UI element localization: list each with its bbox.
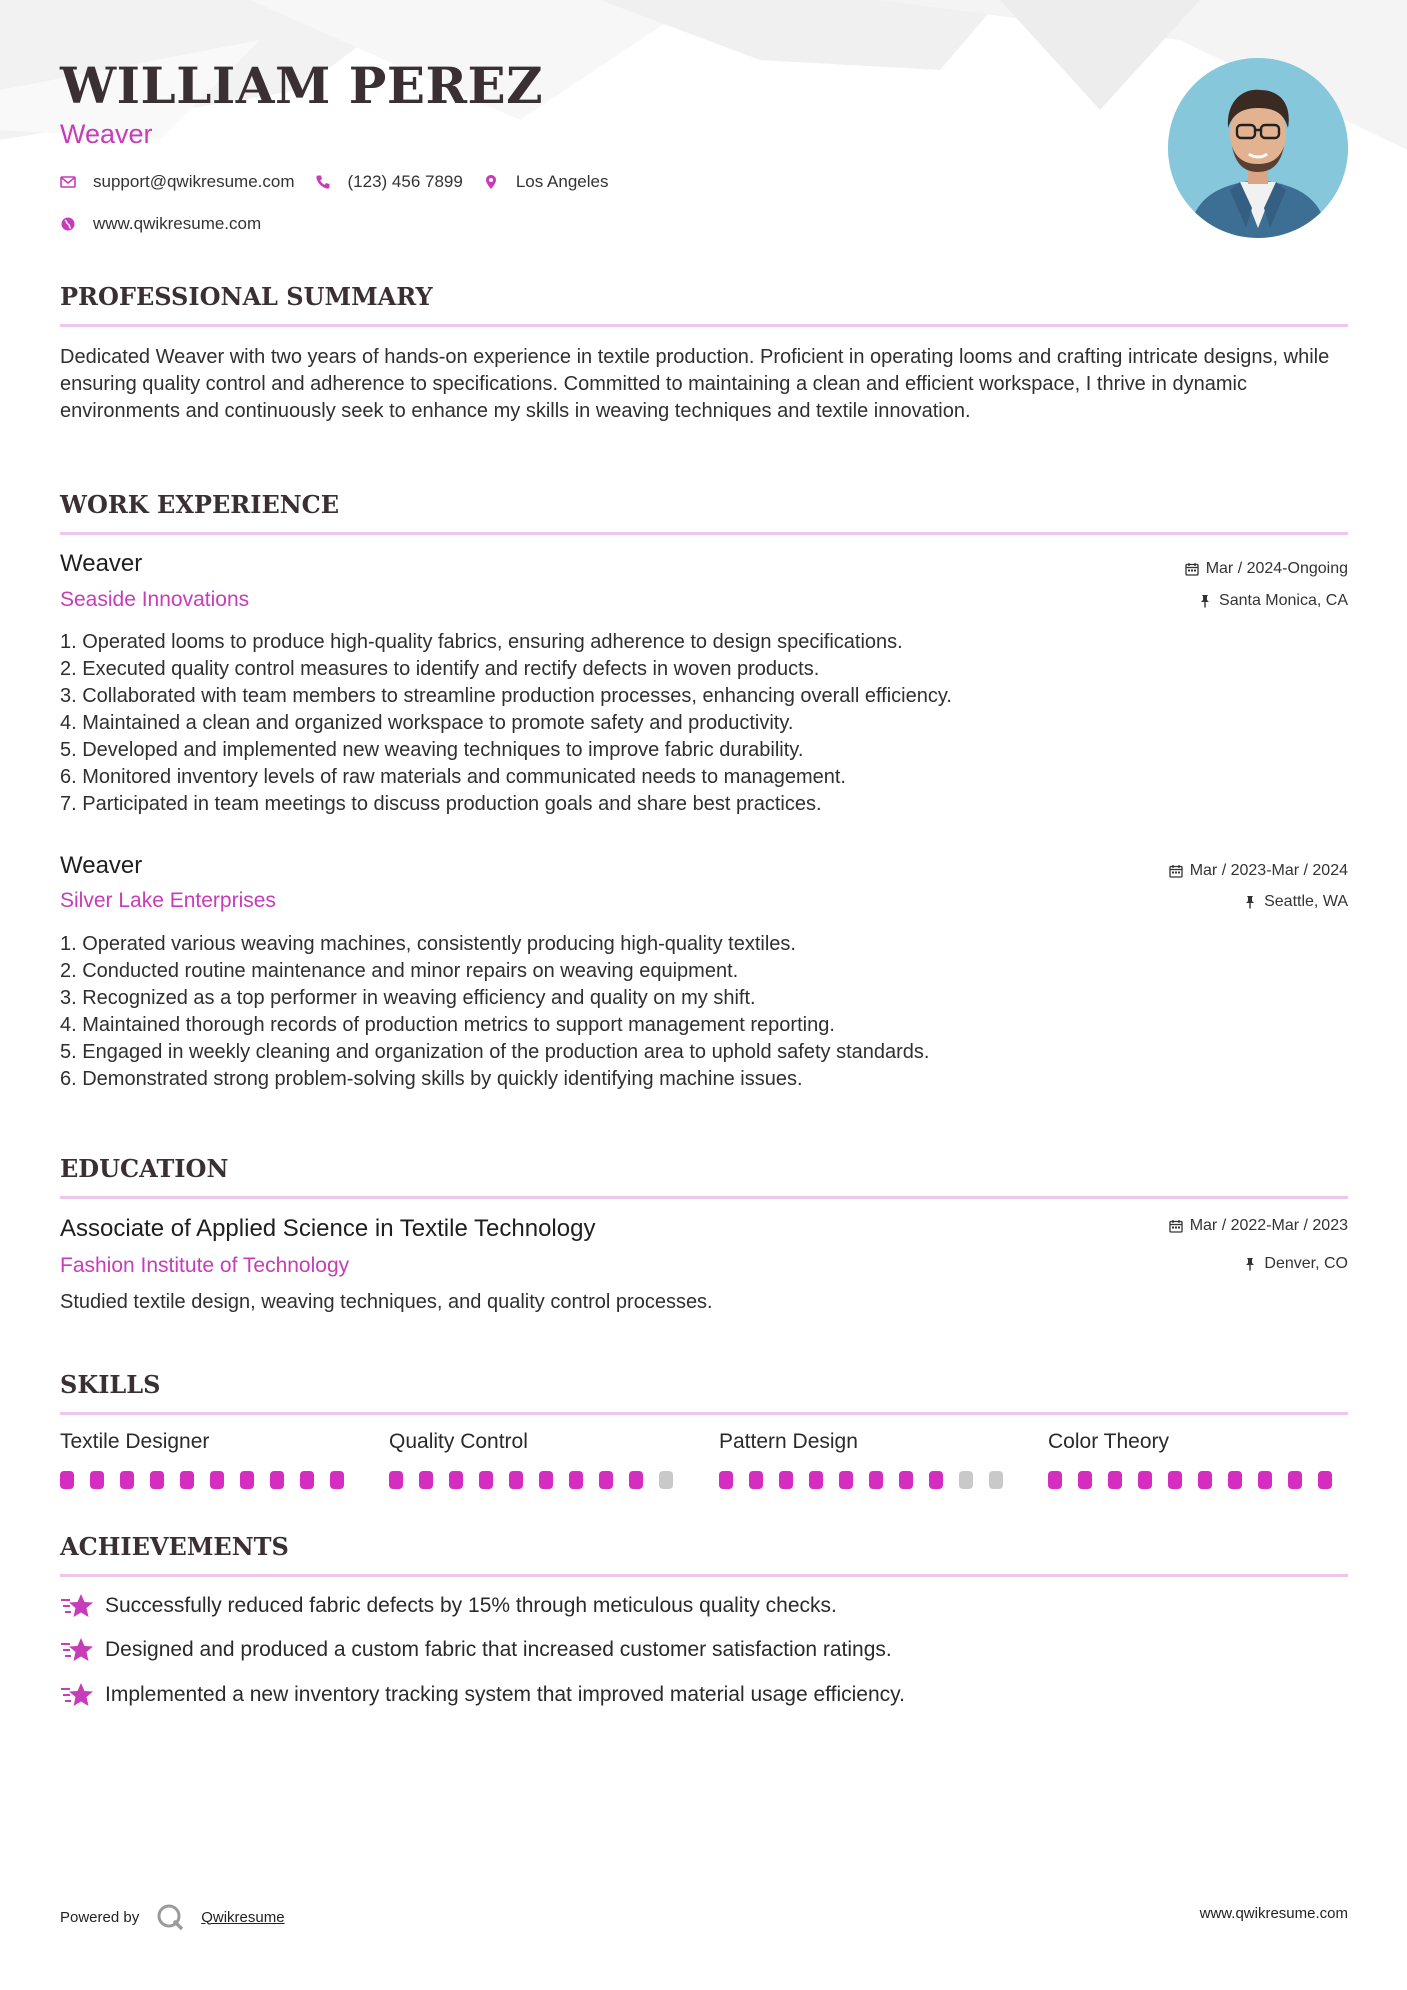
rating-dot-filled [599, 1471, 613, 1489]
contact-location [483, 172, 609, 192]
school-name: Fashion Institute of Technology [60, 1254, 350, 1277]
job-company: Seaside Innovations [60, 588, 250, 611]
skill-rating [1048, 1471, 1348, 1489]
list-item: 3. Collaborated with team members to streamline production processes, enhancing overall efficiency. [60, 685, 952, 707]
rating-dot-filled [929, 1471, 943, 1489]
job-title: Weaver [60, 550, 143, 577]
phone-text: (123) 456 7899 [347, 172, 463, 191]
calendar-icon [1169, 864, 1183, 878]
rating-dot-filled [120, 1471, 134, 1489]
list-item: 6. Demonstrated strong problem-solving skills by quickly identifying machine issues. [60, 1068, 803, 1090]
job-location [1198, 592, 1348, 610]
summary-text: Dedicated Weaver with two years of hands-on experience in textile production. Proficient in operating looms and crafting intricate designs, while ensuring quality control and adherence to specifications. Committed to maintaining a clean and efficient workspace, I thrive in dynamic environments and continuously seek to enhance my skills in weaving techniques and textile innovation. [60, 346, 1330, 422]
footer-powered-by [60, 1902, 285, 1932]
list-item: 4. Maintained a clean and organized workspace to promote safety and productivity. [60, 712, 794, 734]
job-location-text: Seattle, WA [1264, 893, 1348, 910]
rating-dot-filled [60, 1471, 74, 1489]
achievement-text: Designed and produced a custom fabric that increased customer satisfaction ratings. [105, 1638, 892, 1661]
brand-link[interactable]: Qwikresume [201, 1908, 285, 1926]
rating-dot-filled [1288, 1471, 1302, 1489]
list-item: 1. Operated looms to produce high-quality fabrics, ensuring adherence to design specifications. [60, 631, 903, 653]
job-location [1243, 893, 1348, 911]
skill-name: Textile Designer [60, 1430, 210, 1453]
rating-dot-filled [449, 1471, 463, 1489]
star-icon [60, 1591, 94, 1621]
rating-dot-filled [1078, 1471, 1092, 1489]
rating-dot-filled [569, 1471, 583, 1489]
achievement-text: Successfully reduced fabric defects by 15% through meticulous quality checks. [105, 1594, 837, 1617]
calendar-icon [1169, 1219, 1183, 1233]
rating-dot-filled [180, 1471, 194, 1489]
skill-name: Pattern Design [719, 1430, 858, 1453]
rating-dot-filled [779, 1471, 793, 1489]
pushpin-icon [1243, 1257, 1257, 1271]
job-bullets [60, 629, 1348, 818]
rating-dot-filled [719, 1471, 733, 1489]
job-bullets [60, 931, 1348, 1093]
candidate-name: WILLIAM PEREZ [60, 56, 544, 115]
rating-dot-filled [240, 1471, 254, 1489]
powered-by-text: Powered by [60, 1908, 140, 1926]
contact-phone[interactable] [315, 172, 463, 192]
skill-item [1048, 1430, 1348, 1489]
rating-dot-filled [389, 1471, 403, 1489]
job-dates-text: Mar / 2023-Mar / 2024 [1189, 862, 1348, 879]
list-item: 1. Operated various weaving machines, consistently producing high-quality textiles. [60, 933, 796, 955]
job-dates-text: Mar / 2024-Ongoing [1205, 560, 1348, 577]
achievement-item [60, 1680, 905, 1710]
achievement-item [60, 1591, 837, 1621]
education-heading: EDUCATION [60, 1154, 1348, 1199]
achievement-item [60, 1635, 892, 1665]
candidate-role: Weaver [60, 119, 153, 149]
summary-heading: PROFESSIONAL SUMMARY [60, 282, 1348, 327]
rating-dot-filled [539, 1471, 553, 1489]
rating-dot-filled [330, 1471, 344, 1489]
contact-row [60, 172, 628, 192]
skill-rating [389, 1471, 689, 1489]
list-item: 2. Executed quality control measures to identify and rectify defects in woven products. [60, 658, 820, 680]
skills-heading: SKILLS [60, 1370, 1348, 1415]
list-item: 3. Recognized as a top performer in weaving efficiency and quality on my shift. [60, 987, 756, 1009]
footer-site-link[interactable]: www.qwikresume.com [1199, 1905, 1348, 1922]
skill-rating [719, 1471, 1019, 1489]
education-dates [1169, 1217, 1348, 1235]
list-item: 2. Conducted routine maintenance and minor repairs on weaving equipment. [60, 960, 739, 982]
star-icon [60, 1680, 94, 1710]
rating-dot-filled [899, 1471, 913, 1489]
rating-dot-filled [839, 1471, 853, 1489]
rating-dot-filled [419, 1471, 433, 1489]
skill-item [389, 1430, 689, 1489]
profile-photo [1168, 58, 1348, 238]
rating-dot-filled [749, 1471, 763, 1489]
skill-name: Color Theory [1048, 1430, 1169, 1453]
qwikresume-logo-icon [155, 1902, 185, 1932]
star-icon [60, 1635, 94, 1665]
skill-item [60, 1430, 360, 1489]
rating-dot-filled [629, 1471, 643, 1489]
location-text: Los Angeles [515, 172, 609, 191]
achievements-heading: ACHIEVEMENTS [60, 1532, 1348, 1577]
envelope-icon [60, 174, 76, 190]
rating-dot-filled [1108, 1471, 1122, 1489]
rating-dot-filled [1318, 1471, 1332, 1489]
list-item: 5. Engaged in weekly cleaning and organization of the production area to uphold safety standards. [60, 1041, 930, 1063]
rating-dot-filled [479, 1471, 493, 1489]
globe-icon [60, 216, 76, 232]
rating-dot-filled [1228, 1471, 1242, 1489]
education-description: Studied textile design, weaving techniques, and quality control processes. [60, 1291, 713, 1313]
contact-row-website [60, 214, 281, 234]
education-dates-text: Mar / 2022-Mar / 2023 [1189, 1217, 1348, 1234]
rating-dot-filled [1048, 1471, 1062, 1489]
degree-title: Associate of Applied Science in Textile Technology [60, 1215, 596, 1242]
list-item: 4. Maintained thorough records of production metrics to support management reporting. [60, 1014, 835, 1036]
list-item: 6. Monitored inventory levels of raw materials and communicated needs to management. [60, 766, 846, 788]
website-text: www.qwikresume.com [93, 214, 262, 233]
calendar-icon [1185, 562, 1199, 576]
pushpin-icon [1243, 895, 1257, 909]
phone-icon [315, 174, 331, 190]
job-company: Silver Lake Enterprises [60, 889, 276, 912]
list-item: 7. Participated in team meetings to discuss production goals and share best practices. [60, 793, 822, 815]
rating-dot-filled [270, 1471, 284, 1489]
job-title: Weaver [60, 852, 143, 879]
rating-dot-filled [1138, 1471, 1152, 1489]
rating-dot-filled [1168, 1471, 1182, 1489]
rating-dot-empty [989, 1471, 1003, 1489]
rating-dot-empty [659, 1471, 673, 1489]
job-location-text: Santa Monica, CA [1219, 592, 1348, 609]
email-text: support@qwikresume.com [93, 172, 295, 191]
achievement-text: Implemented a new inventory tracking system that improved material usage efficiency. [105, 1683, 905, 1706]
rating-dot-filled [300, 1471, 314, 1489]
rating-dot-filled [210, 1471, 224, 1489]
rating-dot-filled [509, 1471, 523, 1489]
rating-dot-filled [1258, 1471, 1272, 1489]
contact-email[interactable] [60, 172, 295, 192]
job-dates [1169, 862, 1348, 880]
pushpin-icon [1198, 594, 1212, 608]
rating-dot-filled [150, 1471, 164, 1489]
contact-website[interactable] [60, 214, 261, 234]
rating-dot-empty [959, 1471, 973, 1489]
rating-dot-filled [869, 1471, 883, 1489]
list-item: 5. Developed and implemented new weaving techniques to improve fabric durability. [60, 739, 804, 761]
education-location [1243, 1255, 1348, 1273]
skill-item [719, 1430, 1019, 1489]
skill-rating [60, 1471, 360, 1489]
rating-dot-filled [90, 1471, 104, 1489]
skill-name: Quality Control [389, 1430, 528, 1453]
experience-heading: WORK EXPERIENCE [60, 490, 1348, 535]
rating-dot-filled [1198, 1471, 1212, 1489]
map-pin-icon [483, 174, 499, 190]
rating-dot-filled [809, 1471, 823, 1489]
job-dates [1185, 560, 1348, 578]
education-location-text: Denver, CO [1264, 1255, 1348, 1272]
